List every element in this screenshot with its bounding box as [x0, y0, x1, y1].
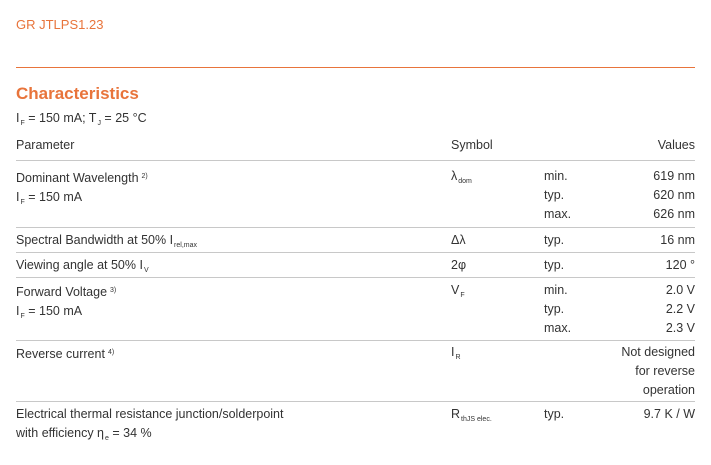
value-max: 626 nm [653, 207, 695, 221]
qualifier-typ: typ. [544, 233, 565, 247]
value-min: 619 nm [653, 169, 695, 183]
param-name: Reverse current [16, 347, 105, 361]
test-condition [16, 111, 147, 127]
section-title: Characteristics [16, 84, 139, 103]
param-cell [16, 405, 284, 448]
cond-post: = 150 mA [24, 190, 83, 204]
param-name: Electrical thermal resistance junction/solderpoint [16, 407, 284, 421]
value-max: 2.3 V [665, 321, 695, 335]
qualifier-min: min. [544, 169, 568, 183]
table-row [16, 256, 695, 278]
value-typ: 9.7 K / W [643, 407, 695, 421]
symbol: λ [451, 169, 458, 183]
value-line-1: Not designed [621, 345, 695, 359]
cond-pre: I [16, 304, 20, 318]
cond-post: = 150 mA [24, 304, 83, 318]
condition-if-value: = 150 mA; T [24, 111, 97, 125]
table-row [16, 167, 695, 228]
value-cell [666, 281, 695, 338]
symbol-cell [451, 167, 472, 191]
condition-tj-sub: J [97, 120, 101, 127]
param-line2-sub: e [105, 435, 109, 442]
condition-tj-value: = 25 °C [100, 111, 147, 125]
condition-if-sub: F [20, 120, 25, 127]
symbol-cell [451, 343, 461, 367]
table-row [16, 231, 695, 253]
qualifier-cell [544, 167, 571, 224]
param-name: Viewing angle at 50% I [16, 258, 143, 272]
value-min: 2.0 V [665, 283, 695, 297]
cond-pre: I [16, 190, 20, 204]
param-line2-post: = 34 % [108, 426, 152, 440]
header-divider [16, 67, 695, 68]
symbol-sub: R [455, 354, 461, 361]
param-name: Dominant Wavelength [16, 171, 139, 185]
value-typ: 620 nm [653, 188, 695, 202]
param-sub: V [143, 267, 149, 274]
product-name: GR JTLPS1.23 [16, 17, 104, 32]
header-values: Values [657, 138, 695, 152]
param-line2-pre: with efficiency η [16, 426, 105, 440]
value-typ: 16 nm [660, 233, 695, 247]
symbol-cell [451, 281, 465, 305]
symbol: Δλ [451, 233, 466, 247]
qualifier-typ: typ. [544, 407, 565, 421]
symbol-cell [451, 405, 492, 429]
value-cell [653, 167, 695, 224]
param-cell [16, 256, 149, 280]
qualifier-min: min. [544, 283, 568, 297]
symbol-sub: dom [458, 178, 472, 185]
table-row [16, 281, 695, 341]
value-typ: 2.2 V [665, 302, 695, 316]
cond-sub: F [20, 313, 25, 320]
symbol: 2φ [451, 258, 467, 272]
qualifier-typ: typ. [544, 188, 565, 202]
symbol: R [451, 407, 461, 421]
value-typ: 120 ° [665, 258, 695, 272]
param-name: Spectral Bandwidth at 50% I [16, 233, 174, 247]
symbol: I [451, 345, 455, 359]
footnote-ref: 2) [141, 173, 148, 180]
value-line-3: operation [642, 383, 695, 397]
table-row [16, 405, 695, 445]
param-name: Forward Voltage [16, 285, 108, 299]
param-cell [16, 167, 148, 212]
condition-if-label: I [16, 111, 20, 125]
value-cell [621, 343, 695, 400]
symbol-sub: thJS elec. [461, 416, 492, 423]
param-cell [16, 343, 114, 364]
symbol: V [451, 283, 460, 297]
qualifier-cell [544, 281, 571, 338]
value-line-2: for reverse [635, 364, 695, 378]
header-parameter: Parameter [16, 138, 75, 152]
table-row [16, 343, 695, 402]
param-cell [16, 281, 116, 326]
qualifier-max: max. [544, 321, 572, 335]
cond-sub: F [20, 199, 25, 206]
qualifier-typ: typ. [544, 302, 565, 316]
qualifier-typ: typ. [544, 258, 565, 272]
footnote-ref: 3) [110, 287, 117, 294]
footnote-ref: 4) [107, 349, 115, 356]
table-header [16, 136, 695, 161]
qualifier-max: max. [544, 207, 572, 221]
param-cell [16, 231, 197, 255]
param-sub: rel,max [174, 242, 197, 249]
header-symbol: Symbol [451, 138, 493, 152]
symbol-sub: F [460, 292, 465, 299]
